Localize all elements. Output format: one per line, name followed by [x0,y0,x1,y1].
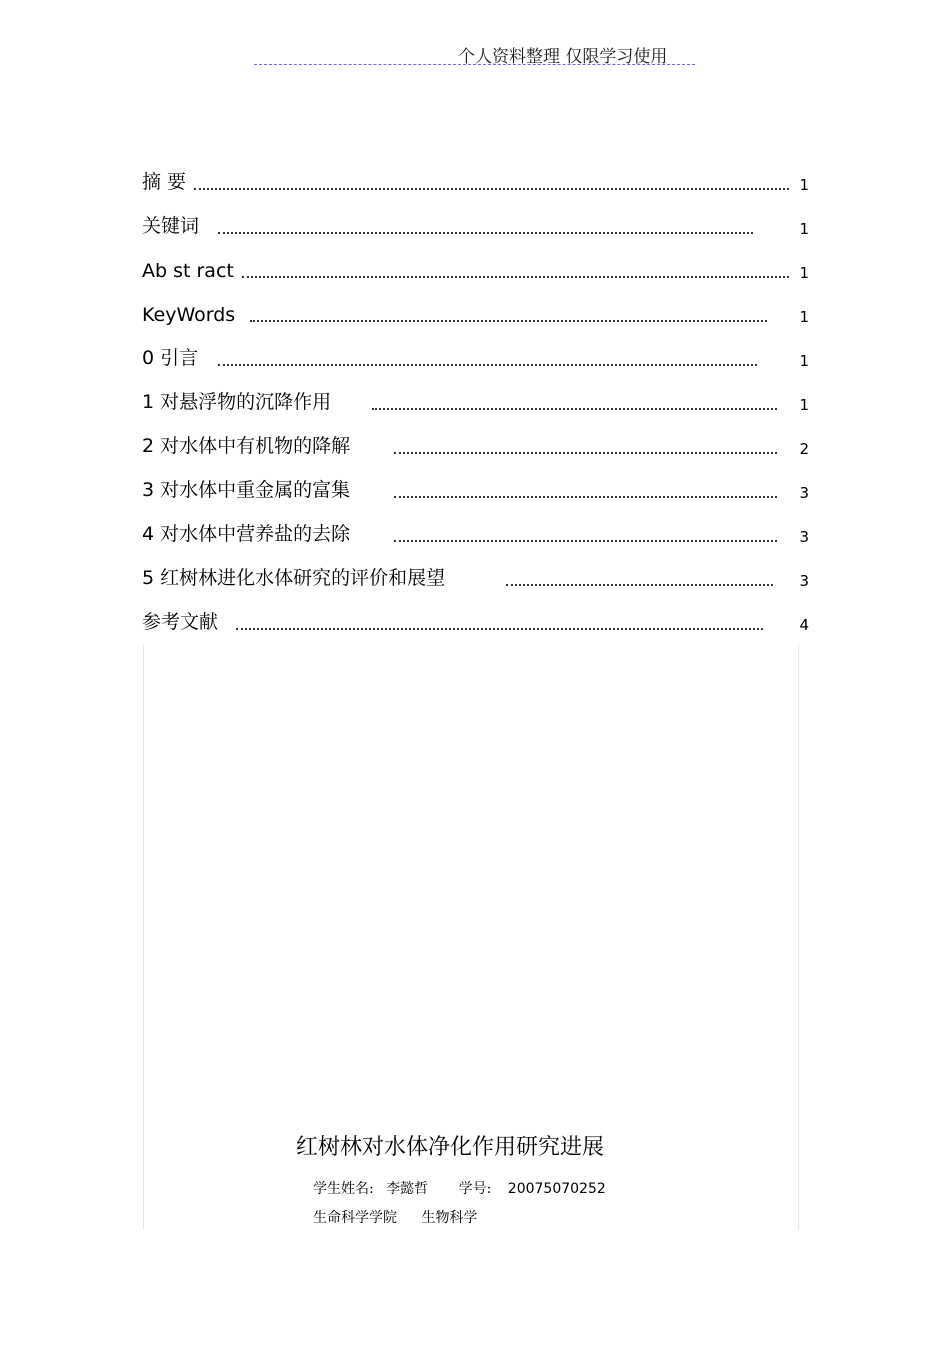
major-name: 生物科学 [421,1210,478,1226]
toc-row-keywords-en[interactable] [142,300,809,328]
toc-leader [218,364,757,366]
student-id-label: 学号: [458,1181,492,1197]
toc-leader [218,232,753,234]
toc-page-number: 1 [799,352,809,370]
toc-title: Ab st ract [142,260,238,282]
toc-page-number: 4 [799,616,809,634]
toc-page-number: 3 [799,528,809,546]
toc-title: 3 对水体中重金属的富集 [142,475,354,502]
toc-title: 4 对水体中营养盐的去除 [142,519,354,546]
header-dashed-rule [254,64,695,65]
toc-leader [394,540,777,542]
toc-leader [236,628,763,630]
toc-leader [394,496,777,498]
college-info-line [313,1207,477,1227]
toc-page-number: 1 [799,220,809,238]
toc-leader [194,188,789,190]
toc-page-number: 1 [799,308,809,326]
student-name-label: 学生姓名: [313,1181,374,1197]
toc-row-references[interactable] [142,608,809,636]
toc-page-number: 1 [799,396,809,414]
toc-title: 0 引言 [142,343,202,370]
toc-page-number: 2 [799,440,809,458]
toc-leader [372,408,777,410]
page-header [0,40,950,70]
toc-row-section-5[interactable] [142,564,809,592]
toc-title: 参考文献 [142,607,222,634]
toc-page-number: 3 [799,484,809,502]
toc-leader [394,452,777,454]
toc-title: 1 对悬浮物的沉降作用 [142,387,335,414]
toc-row-keywords-cn[interactable] [142,212,809,240]
toc-page-number: 3 [799,572,809,590]
toc-row-abstract-cn[interactable] [142,168,809,196]
toc-page-number: 1 [799,264,809,282]
toc-title: 摘 要 [142,167,190,194]
toc-leader [250,320,767,322]
college-name: 生命科学学院 [313,1210,397,1226]
toc-leader [242,276,789,278]
toc-row-section-2[interactable] [142,432,809,460]
toc-row-introduction[interactable] [142,344,809,372]
document-title: 红树林对水体净化作用研究进展 [295,1135,604,1160]
student-id: 20075070252 [507,1181,606,1197]
toc-row-abstract-en[interactable] [142,256,809,284]
toc-row-section-1[interactable] [142,388,809,416]
student-info-line [313,1178,606,1198]
toc-row-section-4[interactable] [142,520,809,548]
toc-title: 5 红树林进化水体研究的评价和展望 [142,563,449,590]
toc-leader [506,584,773,586]
header-text: 个人资料整理 仅限学习使用 [458,47,668,67]
student-name: 李懿哲 [386,1181,429,1197]
toc-page-number: 1 [799,176,809,194]
toc-title: 2 对水体中有机物的降解 [142,431,354,458]
toc-title: KeyWords [142,304,239,326]
toc-title: 关键词 [142,211,203,238]
toc-row-section-3[interactable] [142,476,809,504]
